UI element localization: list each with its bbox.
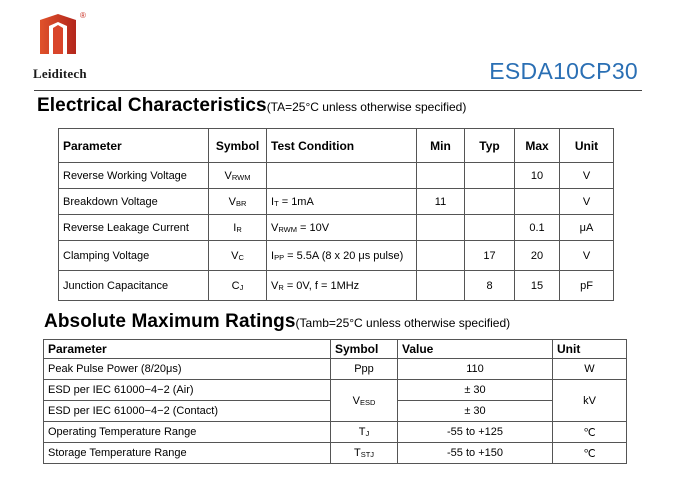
col-header-typ: Typ xyxy=(465,129,515,163)
cell-typ: 8 xyxy=(465,271,515,301)
electrical-section-title xyxy=(37,95,466,117)
cell-test-condition: $V_R = 0V$, f = 1MHz xyxy=(267,271,417,301)
col-header-parameter: Parameter xyxy=(44,340,331,359)
col-header-test-condition: Test Condition xyxy=(267,129,417,163)
header-divider xyxy=(34,90,642,91)
table-row xyxy=(59,163,614,189)
cell-parameter: Reverse Working Voltage xyxy=(59,163,209,189)
cell-unit: ℃ xyxy=(553,422,627,443)
cell-test-condition xyxy=(267,163,417,189)
cell-parameter: ESD per IEC 61000−4−2 (Contact) xyxy=(44,401,331,422)
table-header-row xyxy=(59,129,614,163)
cell-parameter: ESD per IEC 61000−4−2 (Air) xyxy=(44,380,331,401)
table-header-row xyxy=(44,340,627,359)
cell-unit: kV xyxy=(553,380,627,422)
col-header-parameter: Parameter xyxy=(59,129,209,163)
registered-mark: ® xyxy=(80,11,86,20)
cell-max xyxy=(515,189,560,215)
cell-symbol: $I_R$ xyxy=(209,215,267,241)
cell-symbol: $T_J$ xyxy=(331,422,398,443)
leiditech-logo-icon xyxy=(38,12,78,56)
cell-max: 20 xyxy=(515,241,560,271)
cell-symbol: $C_J$ xyxy=(209,271,267,301)
cell-unit: V xyxy=(560,163,614,189)
cell-test-condition: $I_{PP} = 5.5A$ (8 x 20 μs pulse) xyxy=(267,241,417,271)
cell-typ: 17 xyxy=(465,241,515,271)
col-header-symbol: Symbol xyxy=(209,129,267,163)
cell-value: 110 xyxy=(398,359,553,380)
cell-parameter: Operating Temperature Range xyxy=(44,422,331,443)
cell-symbol: $V_{ESD}$ xyxy=(331,380,398,422)
cell-typ xyxy=(465,163,515,189)
cell-min xyxy=(417,215,465,241)
cell-parameter: Reverse Leakage Current xyxy=(59,215,209,241)
absolute-note: (Tamb=25°C unless otherwise specified) xyxy=(295,316,511,330)
cell-symbol: $V_C$ xyxy=(209,241,267,271)
cell-test-condition: $I_T = 1mA$ xyxy=(267,189,417,215)
absolute-title: Absolute Maximum Ratings xyxy=(44,311,296,332)
cell-min xyxy=(417,163,465,189)
cell-max: 0.1 xyxy=(515,215,560,241)
table-row xyxy=(59,271,614,301)
cell-test-condition: $V_{RWM} = 10V$ xyxy=(267,215,417,241)
cell-symbol: Ppp xyxy=(331,359,398,380)
cell-unit: W xyxy=(553,359,627,380)
cell-parameter: Breakdown Voltage xyxy=(59,189,209,215)
col-header-value: Value xyxy=(398,340,553,359)
col-header-max: Max xyxy=(515,129,560,163)
cell-min xyxy=(417,241,465,271)
cell-symbol: $V_{RWM}$ xyxy=(209,163,267,189)
table-row xyxy=(59,189,614,215)
col-header-unit: Unit xyxy=(553,340,627,359)
table-row xyxy=(59,241,614,271)
cell-value: -55 to +125 xyxy=(398,422,553,443)
cell-unit: V xyxy=(560,241,614,271)
cell-typ xyxy=(465,215,515,241)
absolute-section-title xyxy=(44,311,510,333)
cell-unit: pF xyxy=(560,271,614,301)
cell-value: ± 30 xyxy=(398,380,553,401)
electrical-characteristics-table xyxy=(58,128,614,301)
cell-value: ± 30 xyxy=(398,401,553,422)
electrical-title: Electrical Characteristics xyxy=(37,95,267,116)
col-header-symbol: Symbol xyxy=(331,340,398,359)
table-row xyxy=(44,443,627,464)
cell-max: 10 xyxy=(515,163,560,189)
cell-min xyxy=(417,271,465,301)
cell-symbol: $T_{STJ}$ xyxy=(331,443,398,464)
cell-symbol: $V_{BR}$ xyxy=(209,189,267,215)
cell-parameter: Junction Capacitance xyxy=(59,271,209,301)
col-header-unit: Unit xyxy=(560,129,614,163)
cell-parameter: Storage Temperature Range xyxy=(44,443,331,464)
cell-typ xyxy=(465,189,515,215)
cell-max: 15 xyxy=(515,271,560,301)
table-row xyxy=(44,422,627,443)
part-number: ESDA10CP30 xyxy=(489,58,638,84)
cell-value: -55 to +150 xyxy=(398,443,553,464)
brand-name: Leiditech xyxy=(33,66,87,81)
absolute-maximum-ratings-table xyxy=(43,339,627,464)
cell-parameter: Peak Pulse Power (8/20μs) xyxy=(44,359,331,380)
cell-unit: μA xyxy=(560,215,614,241)
cell-unit: V xyxy=(560,189,614,215)
electrical-note: (TA=25°C unless otherwise specified) xyxy=(266,100,467,114)
table-row xyxy=(44,359,627,380)
col-header-min: Min xyxy=(417,129,465,163)
table-row xyxy=(44,380,627,401)
cell-unit: ℃ xyxy=(553,443,627,464)
cell-min: 11 xyxy=(417,189,465,215)
table-row xyxy=(59,215,614,241)
cell-parameter: Clamping Voltage xyxy=(59,241,209,271)
